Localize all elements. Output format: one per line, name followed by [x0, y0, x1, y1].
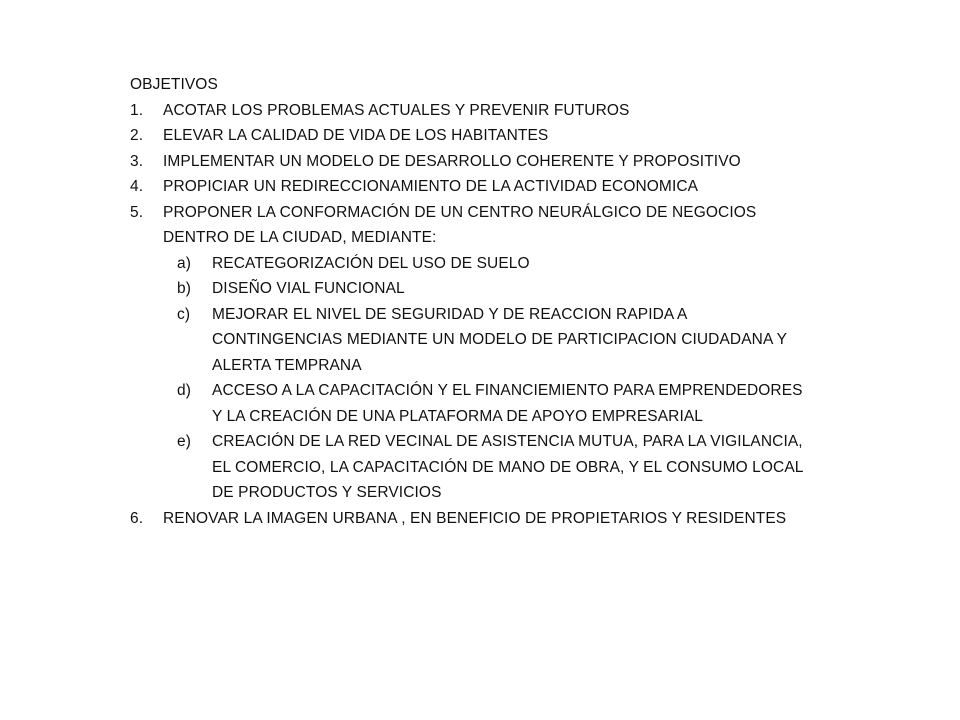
sub-item-text: DISEÑO VIAL FUNCIONAL	[212, 280, 405, 297]
objectives-heading: OBJETIVOS	[130, 76, 218, 93]
item-number: 1.	[130, 101, 144, 119]
sub-list-item	[163, 276, 810, 302]
sub-item-letter: e)	[177, 433, 191, 450]
item-number: 6.	[130, 509, 144, 527]
item-text: ELEVAR LA CALIDAD DE VIDA DE LOS HABITANTES	[163, 127, 549, 144]
item-text: ACOTAR LOS PROBLEMAS ACTUALES Y PREVENIR FUTUROS	[163, 101, 630, 119]
list-item	[130, 200, 810, 506]
sub-item-text: CREACIÓN DE LA RED VECINAL DE ASISTENCIA MUTUA, PARA LA VIGILANCIA, EL COMERCIO, LA CAPACITACIÓN DE MANO DE OBRA, Y EL CONSUMO LOCAL DE PRODUCTOS Y SERVICIOS	[212, 433, 803, 501]
sub-list-item	[163, 251, 810, 277]
item-text: PROPICIAR UN REDIRECCIONAMIENTO DE LA ACTIVIDAD ECONOMICA	[163, 178, 699, 195]
item-text: IMPLEMENTAR UN MODELO DE DESARROLLO COHERENTE Y PROPOSITIVO	[163, 152, 741, 170]
sub-item-text: MEJORAR EL NIVEL DE SEGURIDAD Y DE REACCION RAPIDA A CONTINGENCIAS MEDIANTE UN MODELO DE PARTICIPACION CIUDADANA Y ALERTA TEMPRANA	[212, 305, 787, 374]
item-number: 2.	[130, 127, 144, 144]
sub-item-letter: c)	[177, 305, 191, 323]
objectives-list	[130, 98, 810, 532]
item-number: 5.	[130, 203, 144, 221]
sub-item-letter: b)	[177, 280, 191, 297]
list-item	[130, 149, 810, 175]
sub-list	[163, 251, 810, 506]
list-item	[130, 123, 810, 149]
list-item	[130, 506, 810, 532]
item-number: 4.	[130, 178, 144, 195]
list-item	[130, 98, 810, 124]
sub-item-letter: a)	[177, 254, 191, 272]
sub-item-text: ACCESO A LA CAPACITACIÓN Y EL FINANCIEMIENTO PARA EMPRENDEDORES Y LA CREACIÓN DE UNA PLATAFORMA DE APOYO EMPRESARIAL	[212, 382, 803, 425]
sub-item-letter: d)	[177, 382, 191, 399]
item-number: 3.	[130, 152, 144, 170]
objectives-text-box	[130, 72, 810, 531]
sub-list-item	[163, 429, 810, 506]
sub-item-text: RECATEGORIZACIÓN DEL USO DE SUELO	[212, 254, 530, 272]
item-text: PROPONER LA CONFORMACIÓN DE UN CENTRO NEURÁLGICO DE NEGOCIOS DENTRO DE LA CIUDAD, MEDIANTE:	[163, 203, 757, 246]
sub-list-item	[163, 302, 810, 379]
sub-list-item	[163, 378, 810, 429]
item-text: RENOVAR LA IMAGEN URBANA , EN BENEFICIO DE PROPIETARIOS Y RESIDENTES	[163, 509, 787, 527]
list-item	[130, 174, 810, 200]
